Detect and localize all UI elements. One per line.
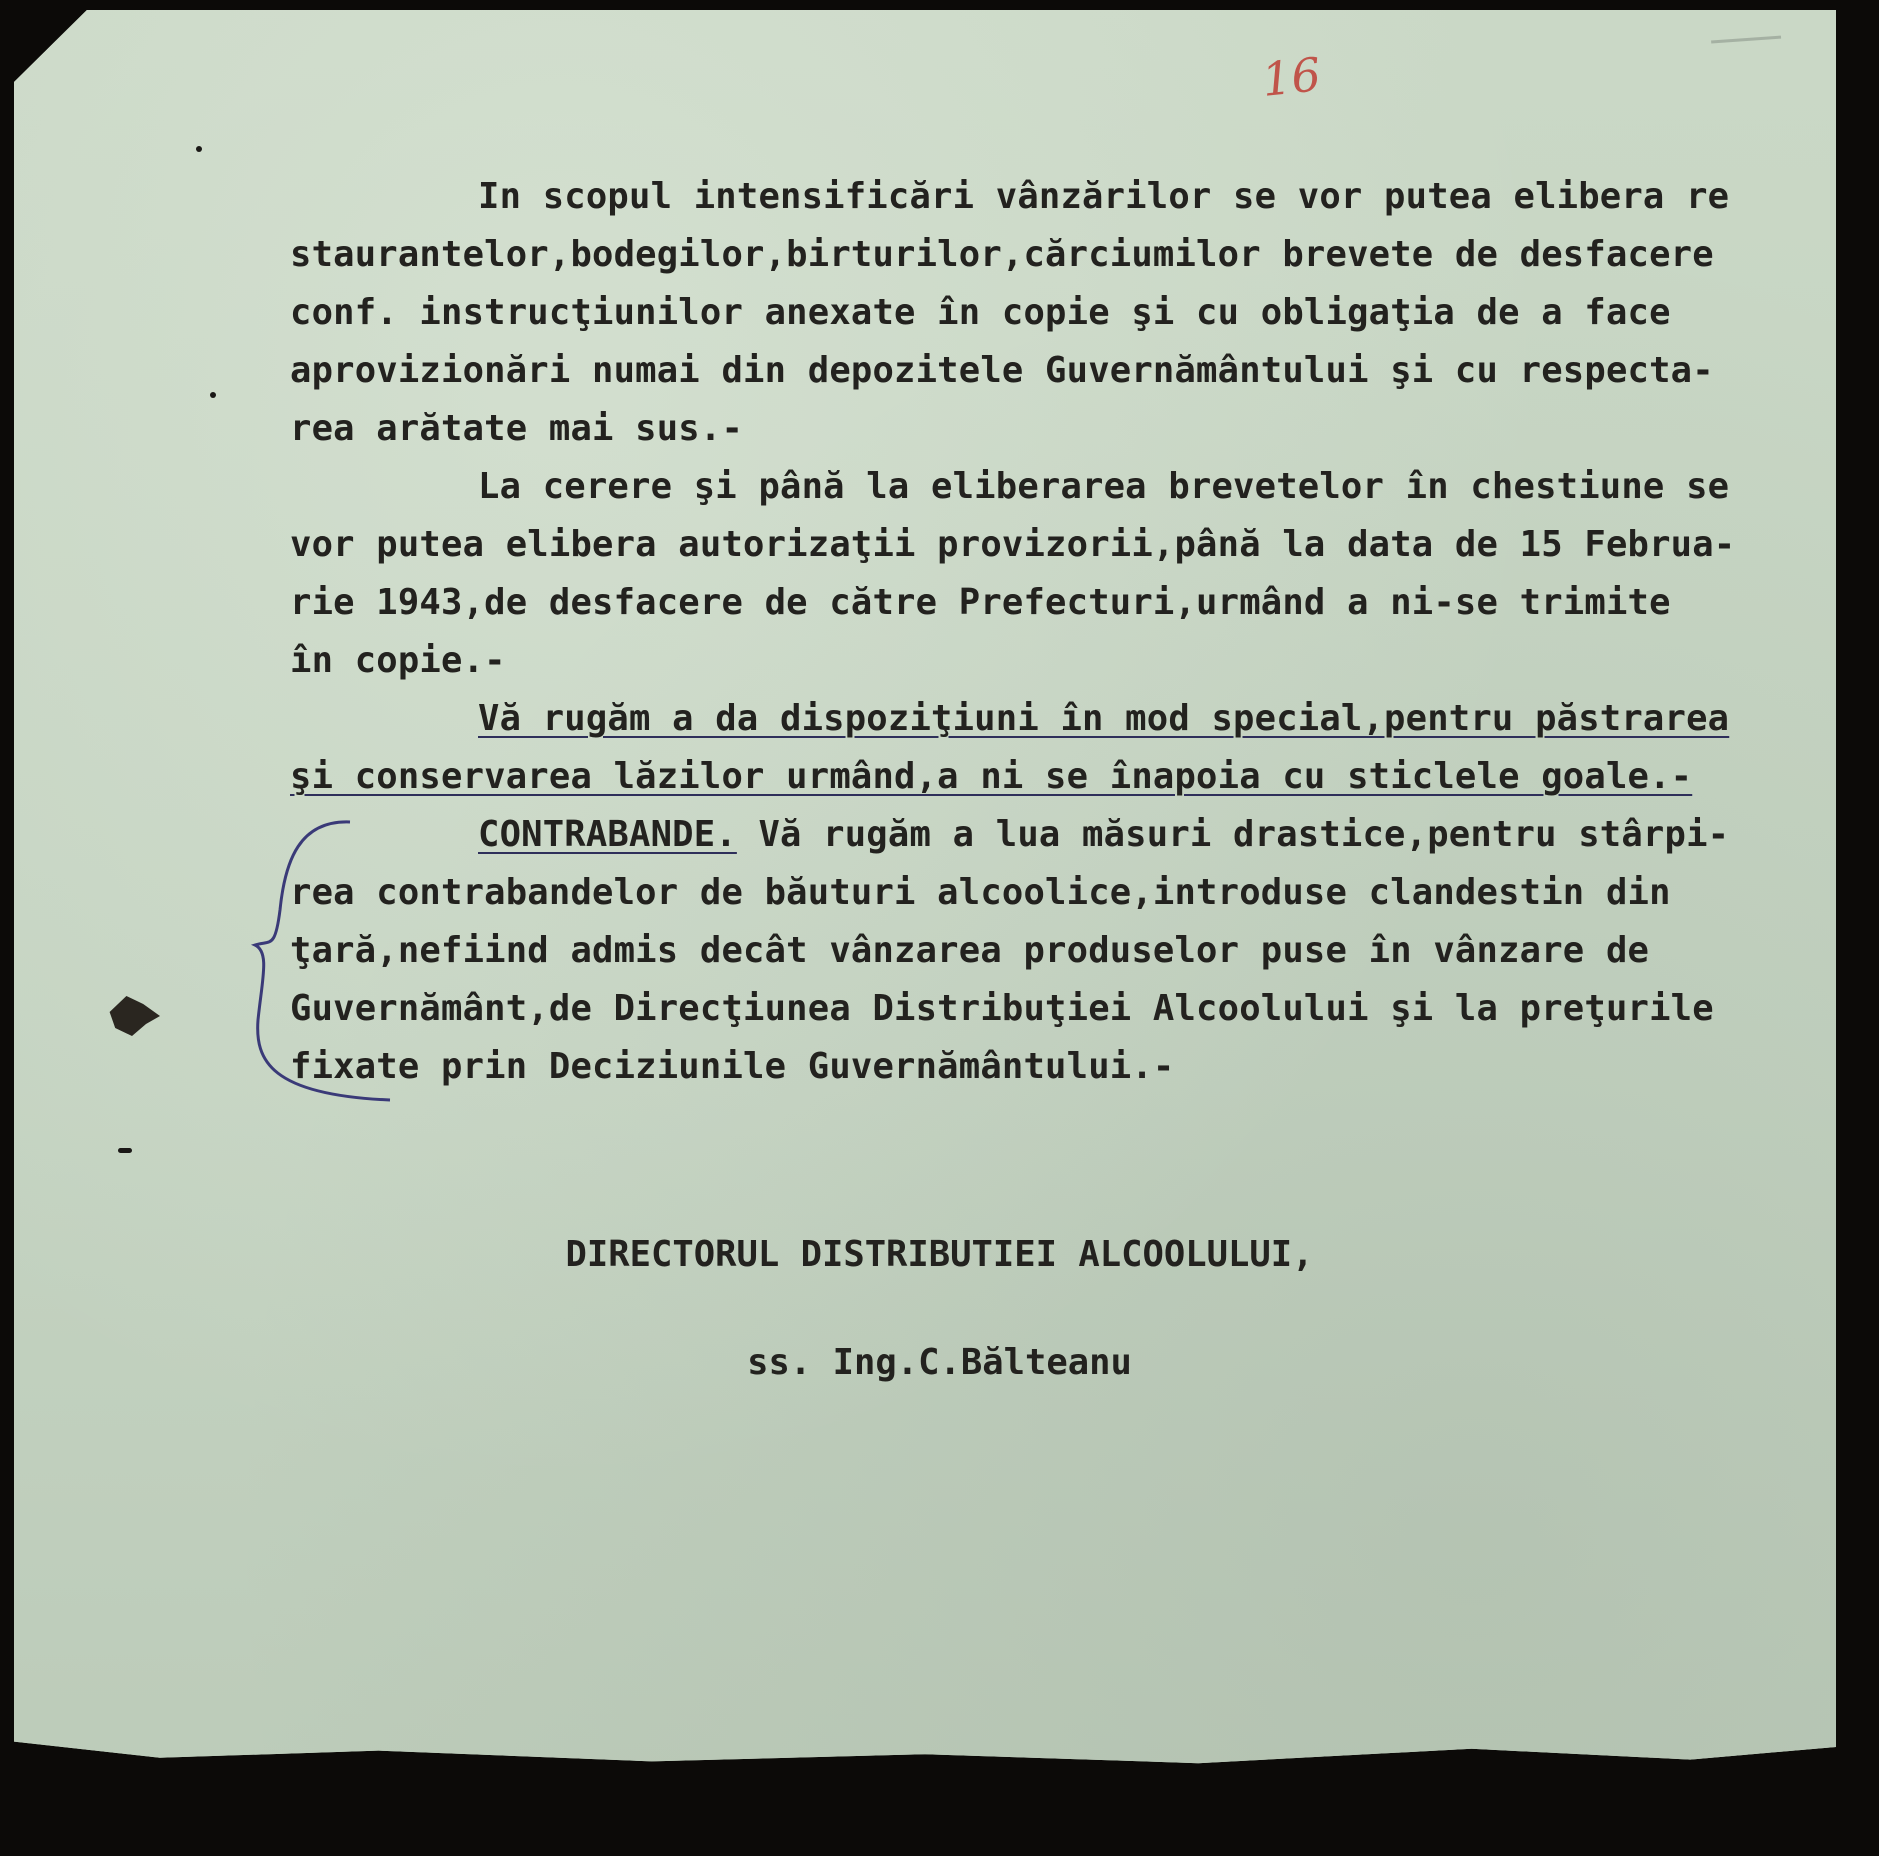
text-line: vor putea elibera autorizaţii provizorii,până la data de 15 Februa- (290, 524, 1736, 565)
signature-title: DIRECTORUL DISTRIBUTIEI ALCOOLULUI, (565, 1234, 1314, 1275)
contraband-heading: CONTRABANDE. (478, 814, 737, 855)
folio-number: 16 (1259, 47, 1324, 107)
text-line: Guvernământ,de Direcţiunea Distribuţiei Alcoolului şi la preţurile (290, 988, 1714, 1029)
text-line: în copie.- (290, 640, 506, 681)
ink-dot (196, 146, 202, 152)
text-line: ţară,nefiind admis decât vânzarea produselor puse în vânzare de (290, 930, 1650, 971)
ink-dot (118, 1148, 132, 1153)
signature-name: ss. Ing.C.Bălteanu (747, 1342, 1132, 1383)
text-line: fixate prin Deciziunile Guvernământului.- (290, 1046, 1175, 1087)
text-line: rea arătate mai sus.- (290, 408, 744, 449)
text-line: conf. instrucţiunilor anexate în copie şi cu obligaţia de a face (290, 292, 1671, 333)
ink-dot (210, 392, 216, 398)
text-line: aprovizionări numai din depozitele Guvernământului şi cu respecta- (290, 350, 1714, 391)
text-line: Vă rugăm a lua măsuri drastice,pentru stârpi- (736, 814, 1730, 855)
text-line: In scopul intensificări vânzărilor se vor putea elibera re (478, 176, 1730, 217)
text-line: rie 1943,de desfacere de către Prefecturi,urmând a ni-se trimite (290, 582, 1671, 623)
text-line-underlined: Vă rugăm a da dispoziţiuni în mod special,pentru păstrarea (478, 698, 1730, 739)
text-line: staurantelor,bodegilor,birturilor,cărciumilor brevete de desfacere (290, 234, 1714, 275)
text-line-underlined: şi conservarea lăzilor urmând,a ni se înapoia cu sticlele goale.- (290, 756, 1693, 797)
text-line: rea contrabandelor de băuturi alcoolice,introduse clandestin din (290, 872, 1671, 913)
text-line: La cerere şi până la eliberarea brevetelor în chestiune se (478, 466, 1730, 507)
